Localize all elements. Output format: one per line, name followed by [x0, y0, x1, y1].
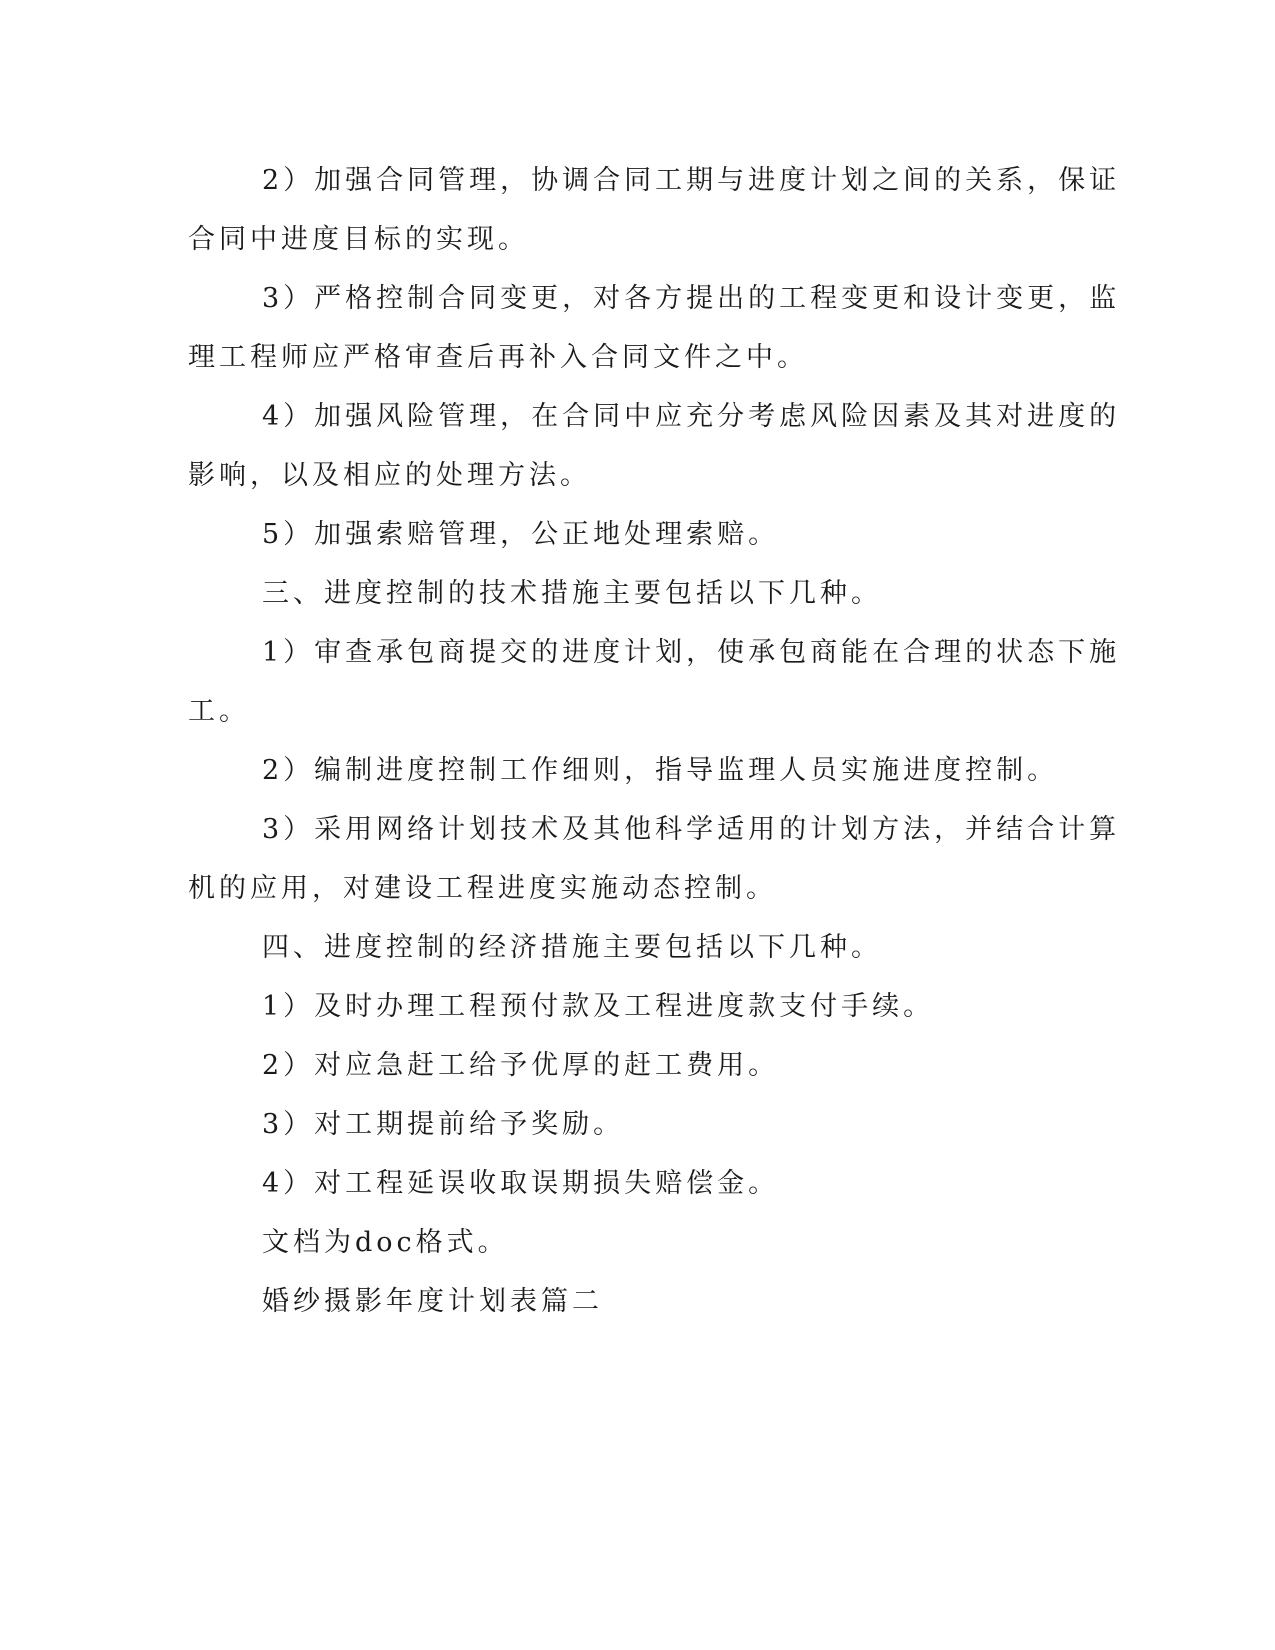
paragraph-line: 3）对工期提前给予奖励。	[262, 1109, 625, 1140]
format-note: 文档为doc格式。	[262, 1227, 509, 1258]
paragraph-line: 2）加强合同管理，协调合同工期与进度计划之间的关系，保证	[262, 165, 1121, 196]
paragraph-line: 合同中进度目标的实现。	[188, 224, 529, 255]
next-article-title: 婚纱摄影年度计划表篇二	[262, 1286, 603, 1317]
section-heading: 四、进度控制的经济措施主要包括以下几种。	[262, 932, 882, 963]
paragraph-line: 1）审查承包商提交的进度计划，使承包商能在合理的状态下施	[262, 637, 1121, 668]
paragraph-line: 1）及时办理工程预付款及工程进度款支付手续。	[262, 991, 935, 1022]
paragraph-line: 4）对工程延误收取误期损失赔偿金。	[262, 1168, 780, 1199]
paragraph-line: 影响，以及相应的处理方法。	[188, 460, 591, 491]
section-heading: 三、进度控制的技术措施主要包括以下几种。	[262, 578, 882, 609]
paragraph-line: 2）对应急赶工给予优厚的赶工费用。	[262, 1050, 780, 1081]
paragraph-line: 机的应用，对建设工程进度实施动态控制。	[188, 873, 777, 904]
paragraph-line: 3）采用网络计划技术及其他科学适用的计划方法，并结合计算	[262, 814, 1121, 845]
paragraph-line: 5）加强索赔管理，公正地处理索赔。	[262, 519, 780, 550]
paragraph-line: 理工程师应严格审查后再补入合同文件之中。	[188, 342, 808, 373]
paragraph-line: 3）严格控制合同变更，对各方提出的工程变更和设计变更，监	[262, 283, 1121, 314]
paragraph-line: 工。	[188, 696, 250, 727]
paragraph-line: 4）加强风险管理，在合同中应充分考虑风险因素及其对进度的	[262, 401, 1121, 432]
paragraph-line: 2）编制进度控制工作细则，指导监理人员实施进度控制。	[262, 755, 1059, 786]
